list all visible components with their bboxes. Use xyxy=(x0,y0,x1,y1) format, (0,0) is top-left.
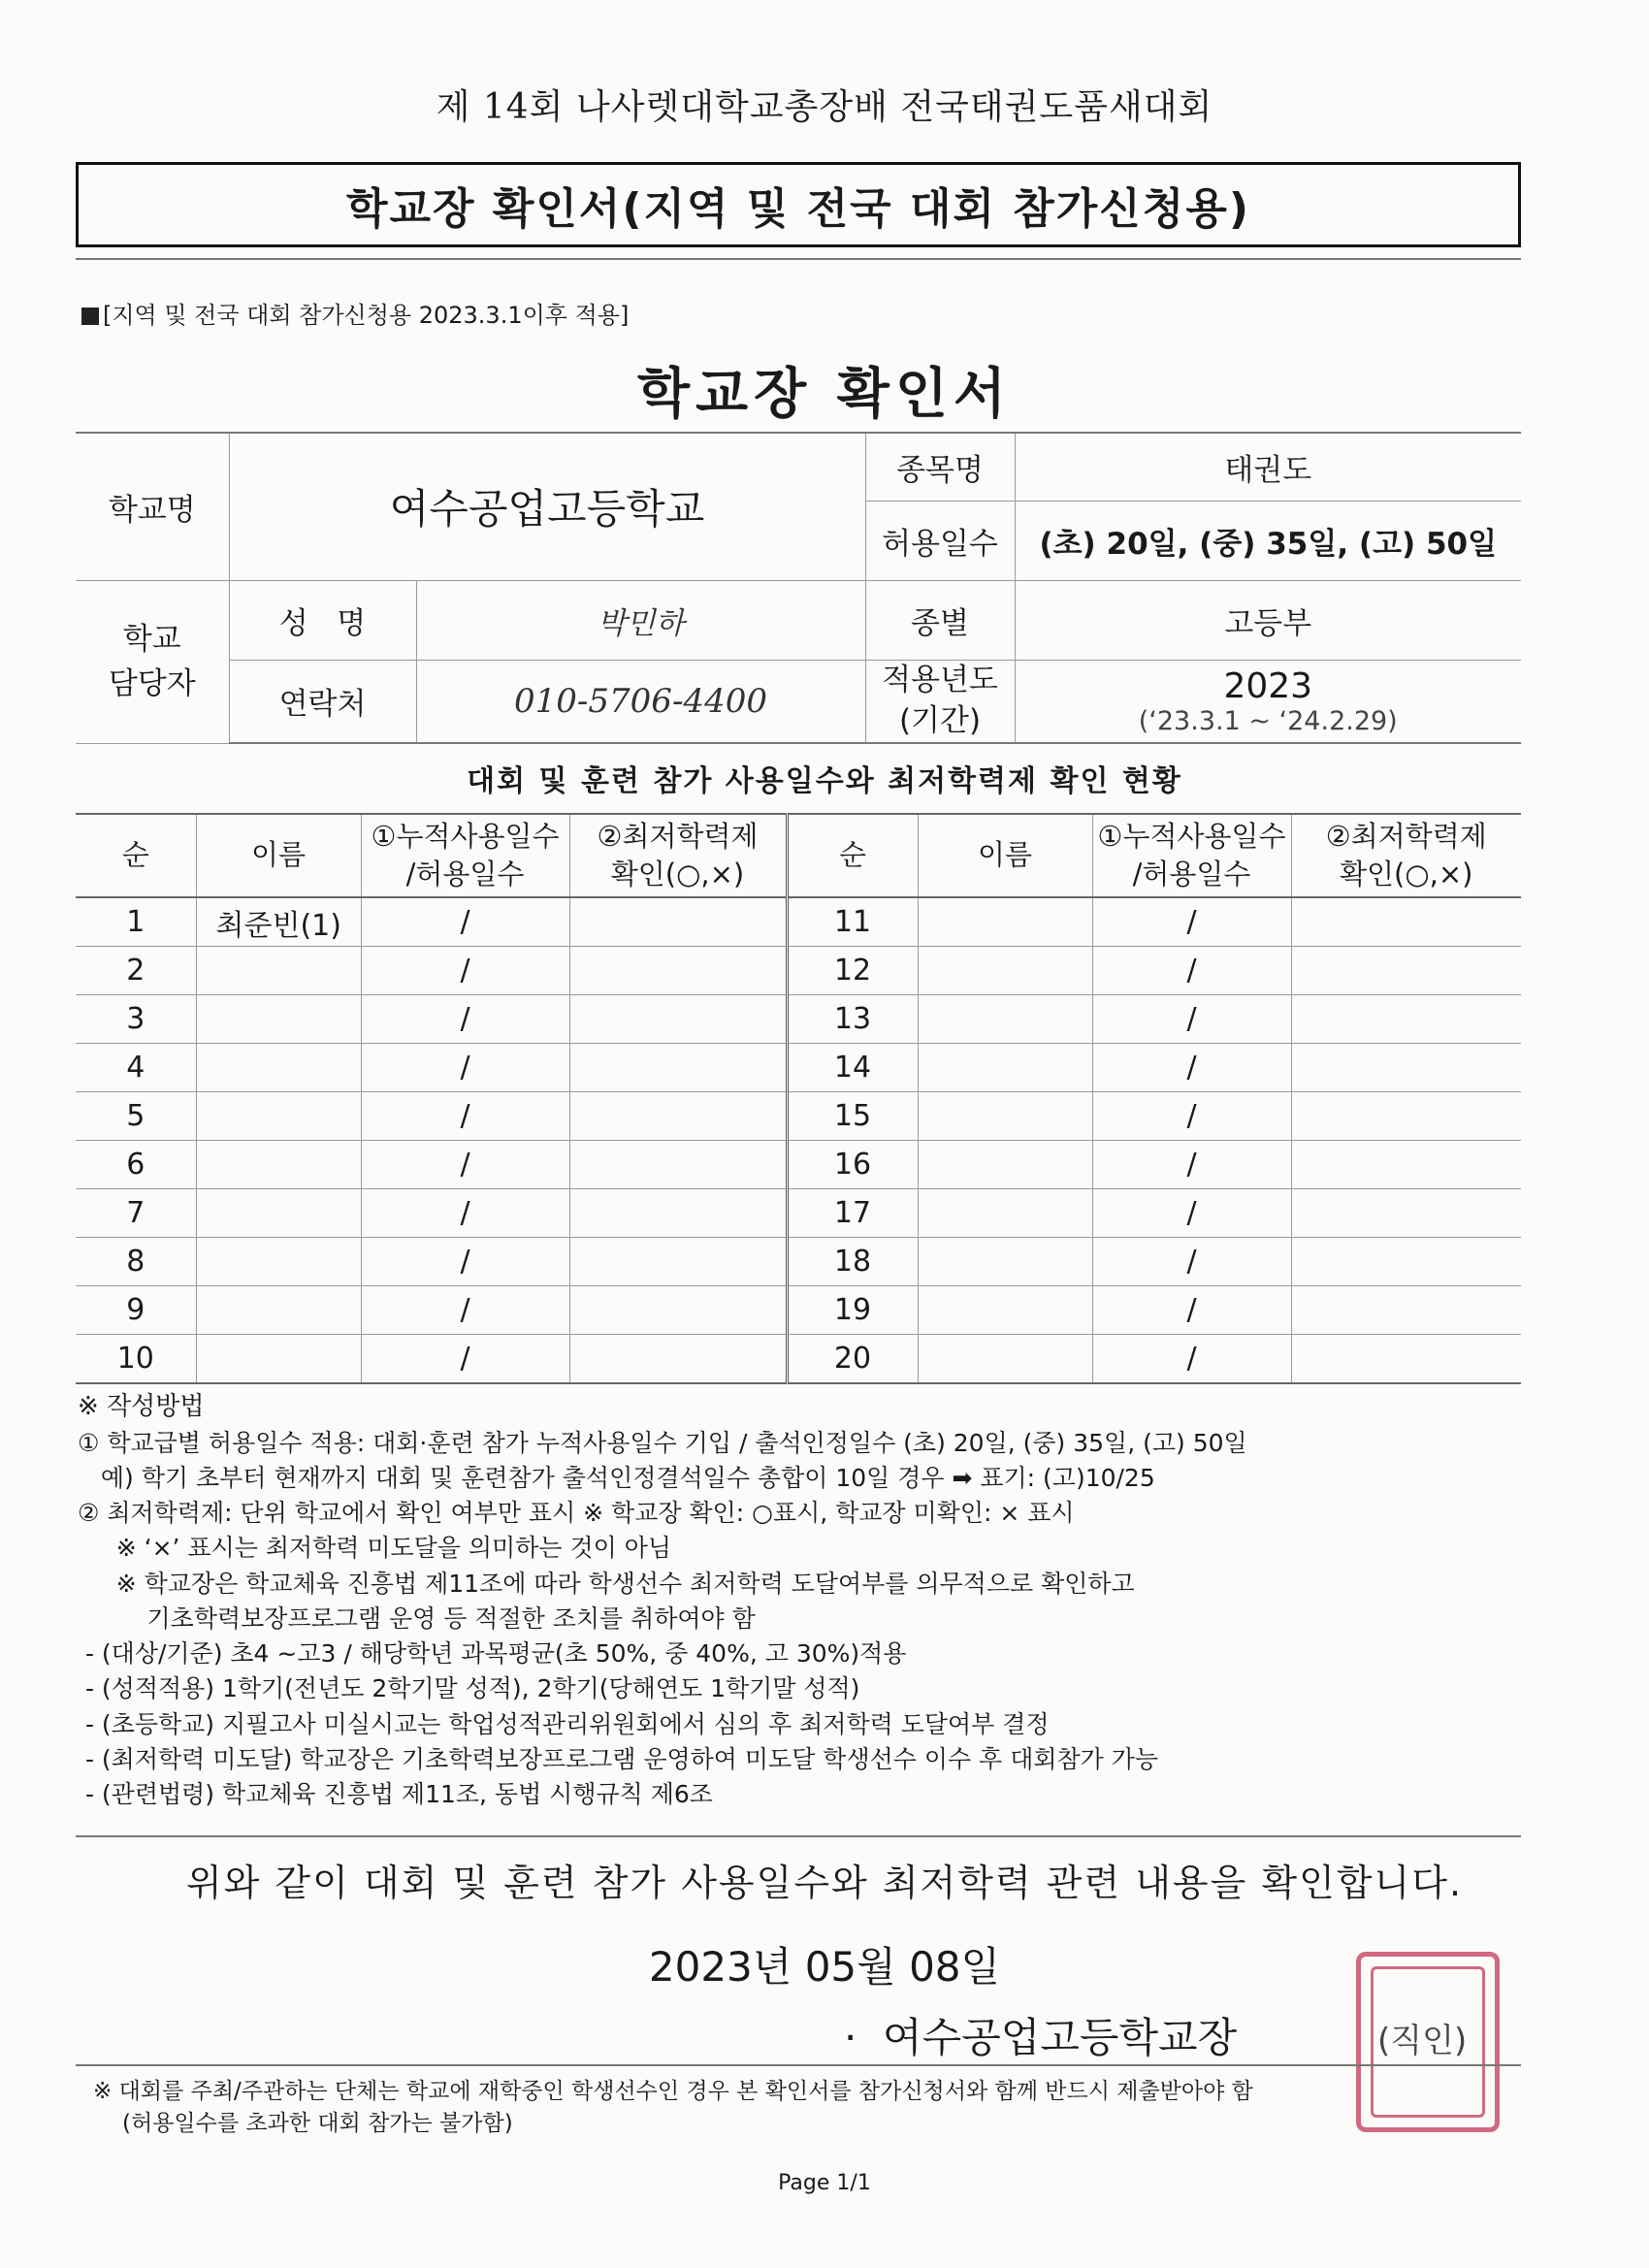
participant-name xyxy=(196,995,361,1044)
year-label: 적용년도 (기간) xyxy=(865,660,1015,743)
participant-name xyxy=(196,947,361,995)
row-number: 19 xyxy=(787,1286,918,1335)
category-value: 고등부 xyxy=(1015,580,1521,660)
table-row xyxy=(76,995,1521,1044)
note-line: - (성적적용) 1학기(전년도 2학기말 성적), 2학기(당해연도 1학기말 성적) xyxy=(78,1674,860,1703)
used-days-cell: / xyxy=(361,1044,569,1092)
form-title: 학교장 확인서(지역 및 전국 대회 참가신청용) xyxy=(76,162,1521,247)
used-days-cell: / xyxy=(361,1189,569,1238)
row-number: 13 xyxy=(787,995,918,1044)
sport-label: 종목명 xyxy=(865,433,1015,501)
used-days-cell: / xyxy=(361,1335,569,1384)
participant-name xyxy=(918,897,1092,947)
note-line: ※ 학교장은 학교체육 진흥법 제11조에 따라 학생선수 최저학력 도달여부를 의무적으로 확인하고 xyxy=(78,1569,1135,1598)
used-days-cell: / xyxy=(1092,1189,1291,1238)
manager-label: 학교 담당자 xyxy=(76,580,229,743)
seal-label: (직인) xyxy=(1377,2022,1468,2060)
footnote xyxy=(93,2076,1253,2141)
row-number: 11 xyxy=(787,897,918,947)
min-grade-check-cell xyxy=(569,1141,787,1189)
row-number: 15 xyxy=(787,1092,918,1141)
document-title: 학교장 확인서 xyxy=(636,363,1013,426)
row-number: 5 xyxy=(76,1092,196,1141)
note-line: ② 최저학력제: 단위 학교에서 확인 여부만 표시 ※ 학교장 확인: ○표시, 학교장 미확인: × 표시 xyxy=(78,1499,1075,1528)
used-days-cell: / xyxy=(1092,1044,1291,1092)
participant-name xyxy=(918,947,1092,995)
row-number: 6 xyxy=(76,1141,196,1189)
min-grade-check-cell xyxy=(1291,1092,1521,1141)
participant-name xyxy=(918,995,1092,1044)
table-row xyxy=(76,1335,1521,1384)
table-row xyxy=(76,1044,1521,1092)
contact-label: 연락처 xyxy=(229,660,416,743)
min-grade-check-cell xyxy=(1291,1335,1521,1384)
used-days-cell: / xyxy=(1092,1238,1291,1286)
header-check: ②최저학력제 확인(○,×) xyxy=(569,814,787,897)
min-grade-check-cell xyxy=(569,1238,787,1286)
table-row xyxy=(76,1238,1521,1286)
participant-name xyxy=(196,1335,361,1384)
used-days-cell: / xyxy=(361,995,569,1044)
footnote-line: (허용일수를 초과한 대회 참가는 불가함) xyxy=(122,2111,513,2137)
page-number: Page 1/1 xyxy=(778,2171,871,2195)
apply-note-text: [지역 및 전국 대회 참가신청용 2023.3.1이후 적용] xyxy=(103,302,630,329)
table-row xyxy=(76,1189,1521,1238)
confirmation-statement: 위와 같이 대회 및 훈련 참가 사용일수와 최저학력 관련 내용을 확인합니다. xyxy=(185,1862,1464,1904)
header-no: 순 xyxy=(76,814,196,897)
row-number: 10 xyxy=(76,1335,196,1384)
used-days-cell: / xyxy=(361,947,569,995)
participant-name xyxy=(196,1092,361,1141)
participant-name xyxy=(196,1286,361,1335)
min-grade-check-cell xyxy=(1291,1189,1521,1238)
square-bullet-icon xyxy=(81,308,99,325)
participant-name xyxy=(918,1335,1092,1384)
status-table xyxy=(76,813,1521,1384)
year-value: 2023 xyxy=(1223,665,1313,706)
participant-name xyxy=(196,1238,361,1286)
divider xyxy=(76,258,1521,260)
name-label: 성 명 xyxy=(229,580,416,660)
used-days-cell: / xyxy=(361,1238,569,1286)
min-grade-check-cell xyxy=(1291,1044,1521,1092)
divider xyxy=(76,1835,1521,1837)
min-grade-check-cell xyxy=(1291,897,1521,947)
year-cell xyxy=(1015,660,1521,743)
allowed-days-value: (초) 20일, (중) 35일, (고) 50일 xyxy=(1015,501,1521,580)
note-line: - (최저학력 미도달) 학교장은 기초학력보장프로그램 운영하여 미도달 학생선수 이수 후 대회참가 가능 xyxy=(78,1744,1159,1773)
min-grade-check-cell xyxy=(1291,1286,1521,1335)
participant-name xyxy=(918,1189,1092,1238)
school-name: 여수공업고등학교 xyxy=(229,433,865,580)
row-number: 1 xyxy=(76,897,196,947)
used-days-cell: / xyxy=(361,1286,569,1335)
used-days-cell: / xyxy=(361,897,569,947)
note-line: ※ ‘×’ 표시는 최저학력 미도달을 의미하는 것이 아님 xyxy=(78,1534,672,1563)
principal-name: · 여수공업고등학교장 xyxy=(844,2014,1238,2061)
sport-value: 태권도 xyxy=(1015,433,1521,501)
writing-notes xyxy=(78,1389,1552,1812)
contact-value: 010-5706-4400 xyxy=(416,660,865,743)
used-days-cell: / xyxy=(1092,995,1291,1044)
note-line: 기초학력보장프로그램 운영 등 적절한 조치를 취하여야 함 xyxy=(78,1604,756,1633)
min-grade-check-cell xyxy=(569,1092,787,1141)
used-days-cell: / xyxy=(1092,947,1291,995)
header-days: ①누적사용일수 /허용일수 xyxy=(1092,814,1291,897)
row-number: 7 xyxy=(76,1189,196,1238)
table-row xyxy=(76,1286,1521,1335)
issue-date: 2023년 05월 08일 xyxy=(648,1943,1001,1991)
notes-heading: ※ 작성방법 xyxy=(78,1392,205,1421)
note-line: - (대상/기준) 초4 ~고3 / 해당학년 과목평균(초 50%, 중 40%, 고 30%)적용 xyxy=(78,1639,907,1669)
status-title: 대회 및 훈련 참가 사용일수와 최저학력제 확인 현황 xyxy=(467,764,1182,798)
participant-name xyxy=(196,1141,361,1189)
event-title: 제 14회 나사렛대학교총장배 전국태권도품새대회 xyxy=(436,87,1213,127)
participant-name xyxy=(918,1286,1092,1335)
participant-name xyxy=(918,1238,1092,1286)
min-grade-check-cell xyxy=(1291,995,1521,1044)
used-days-cell: / xyxy=(1092,1335,1291,1384)
row-number: 4 xyxy=(76,1044,196,1092)
header-name: 이름 xyxy=(196,814,361,897)
min-grade-check-cell xyxy=(569,1189,787,1238)
min-grade-check-cell xyxy=(569,995,787,1044)
min-grade-check-cell xyxy=(1291,947,1521,995)
min-grade-check-cell xyxy=(569,947,787,995)
info-table xyxy=(76,432,1521,744)
row-number: 2 xyxy=(76,947,196,995)
footnote-line: ※ 대회를 주최/주관하는 단체는 학교에 재학중인 학생선수인 경우 본 확인서를 참가신청서와 함께 반드시 제출받아야 함 xyxy=(93,2079,1253,2104)
note-line: ① 학교급별 허용일수 적용: 대회·훈련 참가 누적사용일수 기입 / 출석인정일수 (초) 20일, (중) 35일, (고) 50일 xyxy=(78,1428,1247,1457)
row-number: 9 xyxy=(76,1286,196,1335)
allowed-days-label: 허용일수 xyxy=(865,501,1015,580)
min-grade-check-cell xyxy=(569,1335,787,1384)
table-row xyxy=(76,1092,1521,1141)
used-days-cell: / xyxy=(361,1092,569,1141)
note-line: 예) 학기 초부터 현재까지 대회 및 훈련참가 출석인정결석일수 총합이 10일 경우 ➡ 표기: (고)10/25 xyxy=(78,1463,1155,1492)
min-grade-check-cell xyxy=(1291,1238,1521,1286)
used-days-cell: / xyxy=(1092,1092,1291,1141)
category-label: 종별 xyxy=(865,580,1015,660)
participant-name xyxy=(196,1044,361,1092)
apply-note xyxy=(81,296,629,330)
note-line: - (관련법령) 학교체육 진흥법 제11조, 동법 시행규칙 제6조 xyxy=(78,1780,713,1809)
row-number: 8 xyxy=(76,1238,196,1286)
row-number: 17 xyxy=(787,1189,918,1238)
participant-name xyxy=(918,1092,1092,1141)
row-number: 20 xyxy=(787,1335,918,1384)
used-days-cell: / xyxy=(1092,1141,1291,1189)
header-name: 이름 xyxy=(918,814,1092,897)
period-value: (‘23.3.1 ~ ‘24.2.29) xyxy=(1138,705,1398,736)
min-grade-check-cell xyxy=(569,1044,787,1092)
row-number: 16 xyxy=(787,1141,918,1189)
participant-name xyxy=(918,1141,1092,1189)
used-days-cell: / xyxy=(361,1141,569,1189)
table-row xyxy=(76,947,1521,995)
participant-name xyxy=(918,1044,1092,1092)
header-no: 순 xyxy=(787,814,918,897)
min-grade-check-cell xyxy=(569,1286,787,1335)
used-days-cell: / xyxy=(1092,1286,1291,1335)
header-check: ②최저학력제 확인(○,×) xyxy=(1291,814,1521,897)
participant-name xyxy=(196,1189,361,1238)
table-row xyxy=(76,1141,1521,1189)
row-number: 18 xyxy=(787,1238,918,1286)
row-number: 3 xyxy=(76,995,196,1044)
divider xyxy=(76,2064,1521,2066)
participant-name: 최준빈(1) xyxy=(196,897,361,947)
min-grade-check-cell xyxy=(1291,1141,1521,1189)
manager-name: 박민하 xyxy=(416,580,865,660)
row-number: 12 xyxy=(787,947,918,995)
used-days-cell: / xyxy=(1092,897,1291,947)
row-number: 14 xyxy=(787,1044,918,1092)
note-line: - (초등학교) 지필고사 미실시교는 학업성적관리위원회에서 심의 후 최저학력 도달여부 결정 xyxy=(78,1709,1050,1738)
min-grade-check-cell xyxy=(569,897,787,947)
school-label: 학교명 xyxy=(76,433,229,580)
header-days: ①누적사용일수 /허용일수 xyxy=(361,814,569,897)
table-row xyxy=(76,897,1521,947)
